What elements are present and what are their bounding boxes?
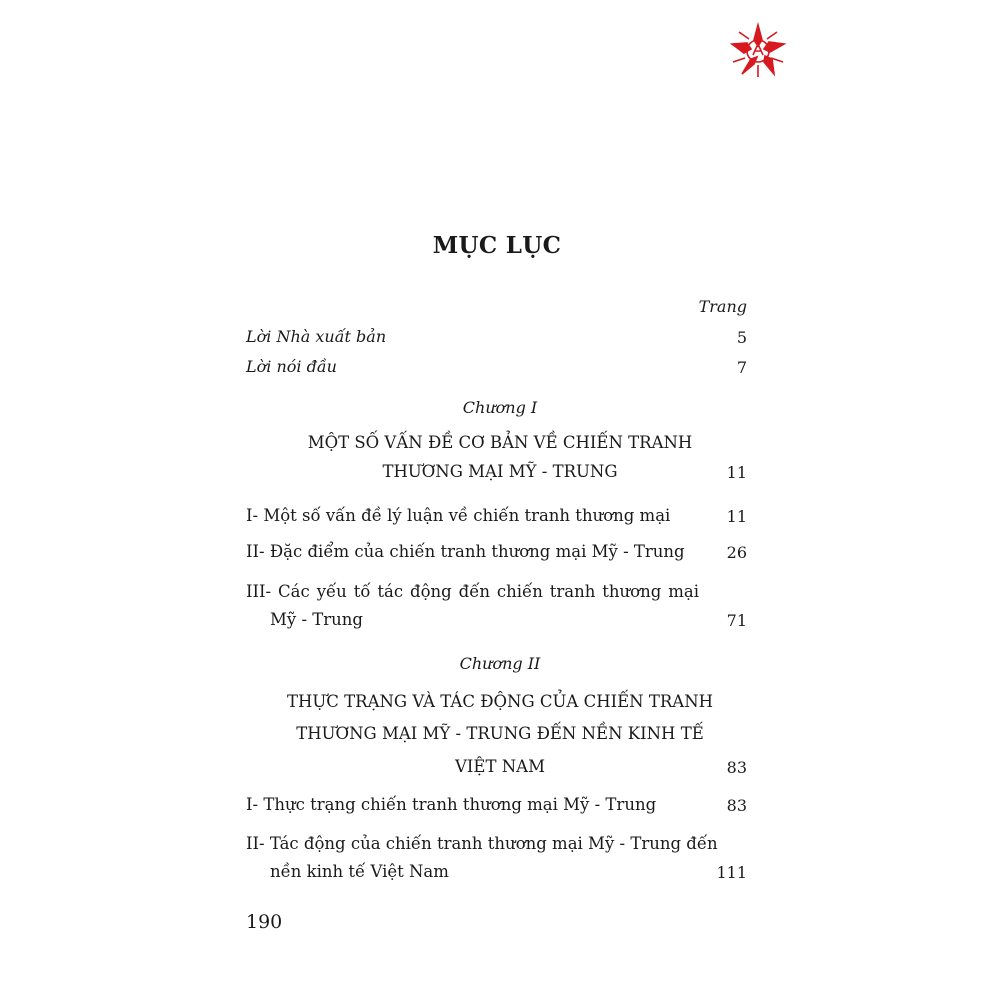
page-number: 190	[246, 911, 283, 933]
chapter-1-title-line2: THƯƠNG MẠI MỸ - TRUNG	[382, 462, 618, 481]
page-column-label: Trang	[698, 297, 747, 316]
toc-page-number: 83	[726, 758, 747, 777]
toc-entry-publisher-note: Lời Nhà xuất bản	[246, 327, 387, 346]
chapter-1-title-line1: MỘT SỐ VẤN ĐỀ CƠ BẢN VỀ CHIẾN TRANH	[307, 433, 693, 452]
toc-page-number: 5	[736, 328, 747, 347]
chapter-2-title-line1: THỰC TRẠNG VÀ TÁC ĐỘNG CỦA CHIẾN TRANH	[286, 692, 714, 711]
toc-page-number: 7	[736, 358, 747, 377]
page-title: MỤC LỤC	[432, 232, 562, 259]
toc-page-number: 83	[726, 796, 747, 815]
toc-page-number: 111	[716, 863, 747, 882]
toc-page-number: 26	[726, 543, 747, 562]
toc-page-number: 11	[726, 507, 747, 526]
toc-entry-ch2-s1: I- Thực trạng chiến tranh thương mại Mỹ - Trung	[246, 795, 657, 814]
toc-entry-ch2-s2-line2: nền kinh tế Việt Nam	[270, 862, 449, 881]
toc-entry-ch1-s3-line1: III- Các yếu tố tác động đến chiến tranh thương mại	[246, 582, 699, 601]
chapter-2-label: Chương II	[459, 654, 541, 673]
toc-entry-ch1-s1: I- Một số vấn đề lý luận về chiến tranh thương mại	[246, 506, 671, 525]
toc-page-number: 71	[726, 611, 747, 630]
toc-entry-foreword: Lời nói đầu	[246, 357, 337, 376]
toc-entry-ch1-s2: II- Đặc điểm của chiến tranh thương mại Mỹ - Trung	[246, 542, 685, 561]
toc-page-number: 11	[726, 463, 747, 482]
chapter-1-label: Chương I	[462, 398, 538, 417]
publisher-star-logo-icon	[729, 22, 787, 80]
toc-entry-ch1-s3-line2: Mỹ - Trung	[270, 610, 363, 629]
chapter-2-title-line2: THƯƠNG MẠI MỸ - TRUNG ĐẾN NỀN KINH TẾ	[296, 724, 704, 743]
toc-entry-ch2-s2-line1: II- Tác động của chiến tranh thương mại Mỹ - Trung đến	[246, 834, 718, 853]
chapter-2-title-line3: VIỆT NAM	[455, 757, 545, 776]
